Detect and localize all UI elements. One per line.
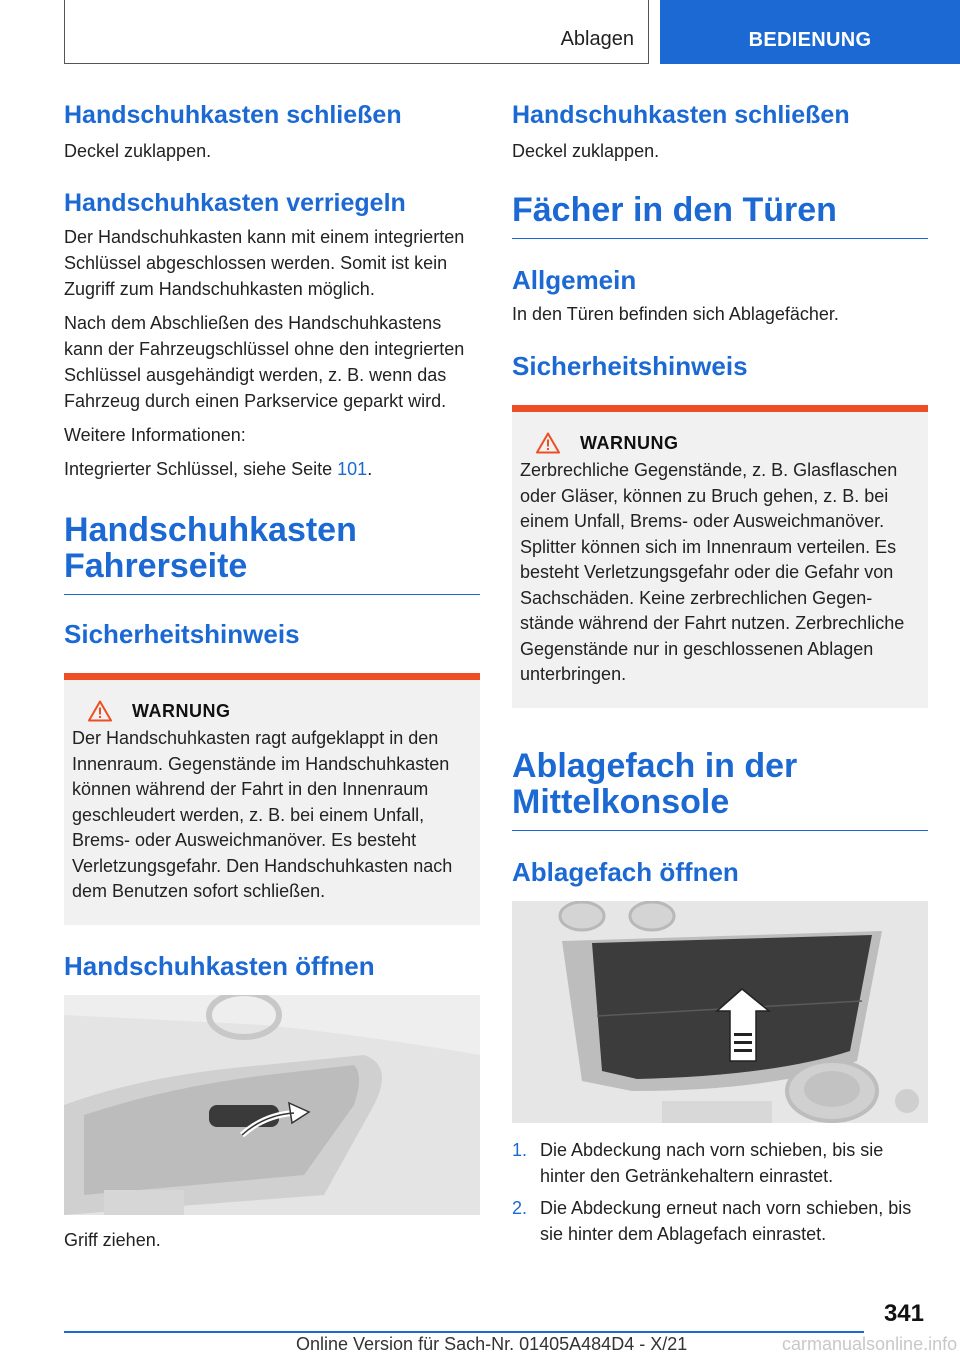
step-number: 2. [512, 1197, 528, 1218]
warning-text-right: Zerbrechliche Gegenstände, z. B. Glasflaschen oder Gläser, können zu Bruch gehen, z. B. bei einem Unfall, Brems- oder Ausweichmanöver. Splitter können sich im Innenraum verteilen. Es besteht Verletzungsgefahr oder die Gefahr von Sachschäden. Keine zerbrechlichen Gegenstände während der Fahrt nutzen. Zerbrechliche Gegenstände nur in geschlossenen Ablagen unterbringen. [520, 460, 905, 684]
step-text: Die Abdeckung erneut nach vorn schieben, bis sie hinter dem Ablagefach einrastet. [540, 1197, 912, 1244]
list-item [512, 1195, 928, 1247]
glovebox-illustration [64, 995, 480, 1215]
heading-safety-right: Sicherheitshinweis [512, 351, 748, 381]
footer-divider [64, 1331, 864, 1333]
header-chapter-tab [660, 0, 960, 64]
footer-version-text: Online Version für Sach-Nr. 01405A484D4 - X/21 [296, 1334, 688, 1354]
warning-box-right [512, 405, 928, 708]
heading-safety-left: Sicherheitshinweis [64, 619, 300, 649]
page-number: 341 [883, 1300, 924, 1327]
warning-header-right [520, 432, 918, 454]
step-text: Die Abdeckung nach vorn schieben, bis sie hinter den Getränkehaltern einrastet. [540, 1139, 884, 1186]
heading-driver-glovebox: Handschuhkasten Fahrerseite [64, 512, 480, 595]
footer-watermark: carmanualsonline.info [782, 1334, 958, 1354]
warning-text-left: Der Handschuhkasten ragt aufgeklappt in den Innenraum. Gegenstände im Handschuhkasten können während der Fahrt in den Innenraum geschleudert werden, z. B. bei einem Unfall, Brems- oder Ausweichmanöver. Es besteht Verletzungsgefahr. Den Handschuhkasten nach dem Benutzen sofort schließen. [72, 728, 453, 901]
warning-title-left: WARNUNG [132, 700, 231, 721]
text-close-glovebox: Deckel zuklappen. [64, 141, 212, 161]
header-chapter-label: BEDIENUNG [748, 29, 872, 51]
text-lock-p4 [64, 456, 480, 482]
warning-header-left [72, 700, 470, 722]
warning-box-left [64, 673, 480, 925]
heading-door-compartments: Fächer in den Türen [512, 192, 928, 239]
left-column [64, 100, 480, 1253]
text-lock-p1: Der Handschuhkasten kann mit einem integrierten Schlüssel abgeschlossen werden. Somit ist kein Zugriff zum Handschuhkasten möglich. [64, 227, 465, 299]
page-link-101[interactable]: 101 [337, 459, 368, 479]
step-number: 1. [512, 1139, 528, 1160]
caption-open-glovebox: Griff ziehen. [64, 1229, 161, 1250]
text-close-glovebox-right: Deckel zuklappen. [512, 141, 660, 161]
steps-list [512, 1137, 928, 1247]
console-drawing [512, 901, 928, 1123]
text-lock-p4-suffix: . [367, 459, 373, 479]
text-lock-p2: Nach dem Abschließen des Handschuhkastens kann der Fahrzeugschlüssel ohne den integrierten Schlüssel ausgehändigt werden, z. B. wenn das Fahrzeug durch einen Parkservice geparkt wird. [64, 313, 465, 411]
text-lock-p4-prefix: Integrierter Schlüssel, siehe Seite [64, 459, 338, 479]
warning-triangle-icon [88, 700, 112, 722]
list-item [512, 1137, 928, 1189]
header-section-label: Ablagen [560, 28, 634, 50]
center-console-illustration [512, 901, 928, 1123]
right-column [512, 100, 928, 1253]
heading-lock-glovebox: Handschuhkasten verriegeln [64, 189, 406, 217]
heading-center-console: Ablagefach in der Mittelkonsole [512, 748, 928, 831]
glovebox-drawing [64, 995, 480, 1215]
text-lock-p3: Weitere Informationen: [64, 425, 246, 445]
warning-triangle-icon [536, 432, 560, 454]
heading-general: Allgemein [512, 265, 637, 295]
warning-title-right: WARNUNG [580, 432, 679, 453]
heading-open-glovebox: Handschuhkasten öffnen [64, 950, 375, 981]
text-general: In den Türen befinden sich Ablagefächer. [512, 304, 839, 324]
heading-close-glovebox: Handschuhkasten schließen [64, 101, 402, 129]
heading-close-glovebox-right: Handschuhkasten schließen [512, 101, 850, 129]
heading-open-console: Ablagefach öffnen [512, 856, 739, 887]
header-section-tab [64, 0, 649, 64]
